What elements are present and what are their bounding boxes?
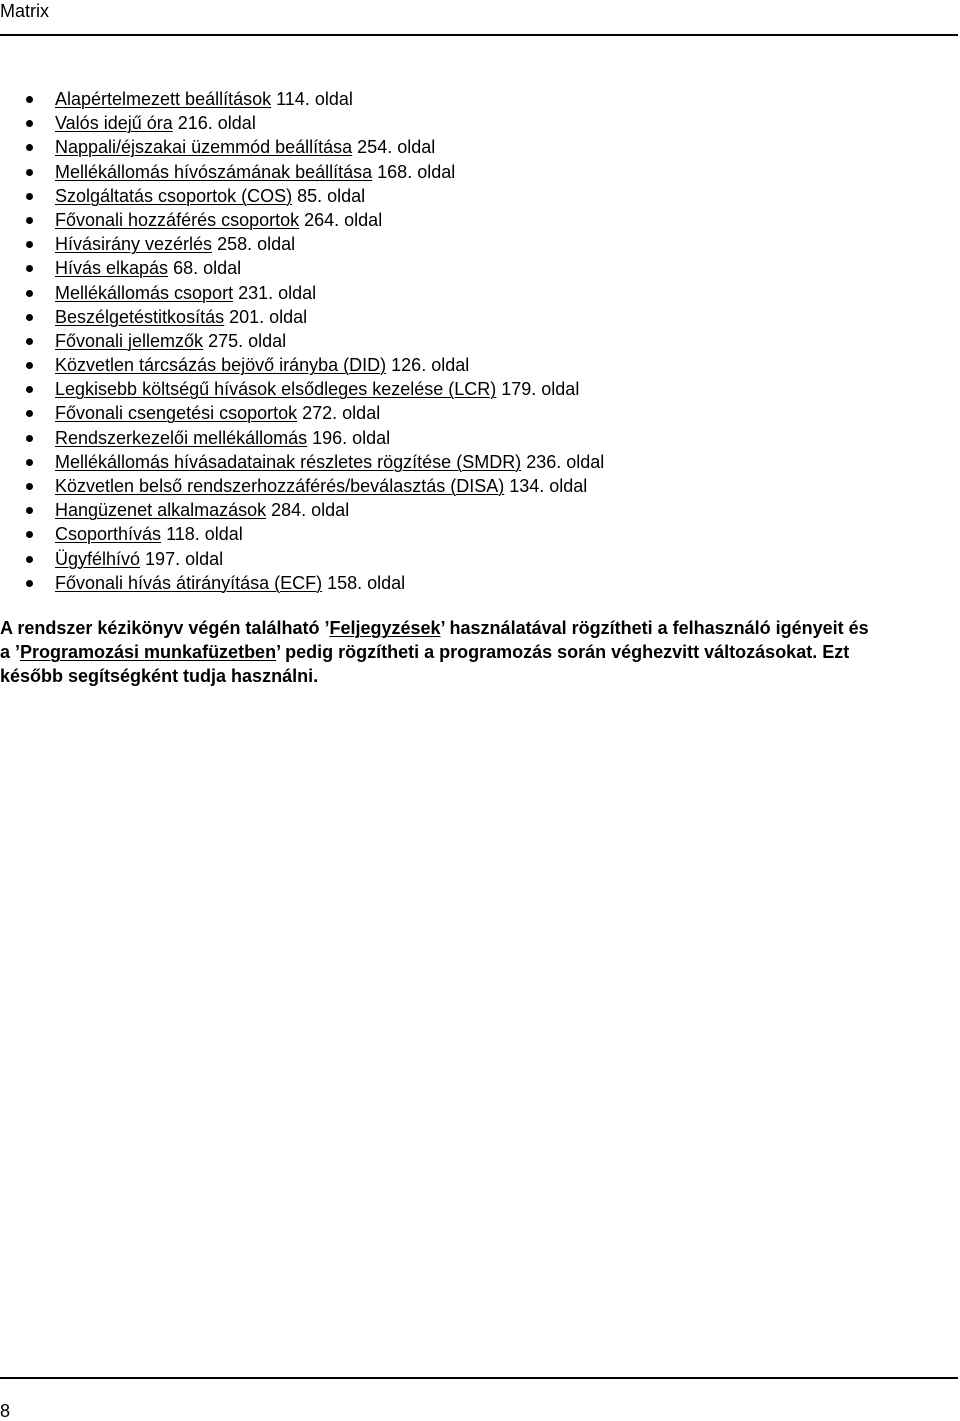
paragraph-text: később segítségként tudja használni.	[0, 666, 319, 686]
bullet-icon	[26, 265, 33, 272]
list-item	[0, 208, 604, 232]
bullet-icon	[26, 580, 33, 587]
reference-link[interactable]: Legkisebb költségű hívások elsődleges kezelése (LCR)	[55, 379, 497, 400]
page-reference: 68. oldal	[168, 258, 242, 279]
paragraph-text: A rendszer kézikönyv végén található ’	[0, 618, 330, 638]
list-item	[0, 111, 604, 135]
page-reference: 231. oldal	[233, 282, 317, 303]
list-item	[0, 87, 604, 111]
footer-divider	[0, 1377, 958, 1379]
list-item	[0, 474, 604, 498]
reference-link[interactable]: Rendszerkezelői mellékállomás	[55, 427, 308, 448]
reference-link[interactable]: Fővonali hívás átirányítása (ECF)	[55, 572, 323, 593]
page-reference: 275. oldal	[203, 330, 287, 351]
bullet-icon	[26, 193, 33, 200]
list-item	[0, 184, 604, 208]
reference-link[interactable]: Fővonali hozzáférés csoportok	[55, 209, 300, 230]
bullet-icon	[26, 169, 33, 176]
page-reference: 168. oldal	[372, 161, 456, 182]
bullet-icon	[26, 410, 33, 417]
bullet-icon	[26, 483, 33, 490]
paragraph-text: ’ használatával rögzítheti a felhasználó igényeit és	[440, 618, 869, 638]
bullet-icon	[26, 314, 33, 321]
bullet-icon	[26, 435, 33, 442]
reference-link[interactable]: Alapértelmezett beállítások	[55, 89, 272, 109]
page-reference: 85. oldal	[292, 185, 366, 206]
bullet-icon	[26, 386, 33, 393]
reference-link[interactable]: Beszélgetéstitkosítás	[55, 306, 225, 327]
page-header-title: Matrix	[0, 1, 49, 21]
list-item	[0, 498, 604, 522]
page-reference: 197. oldal	[140, 548, 224, 569]
instruction-paragraph	[0, 616, 960, 688]
bullet-icon	[26, 144, 33, 151]
list-item	[0, 547, 604, 571]
reference-list	[0, 87, 604, 595]
list-item	[0, 401, 604, 425]
bullet-icon	[26, 290, 33, 297]
reference-link[interactable]: Mellékállomás hívószámának beállítása	[55, 161, 373, 182]
list-item	[0, 135, 604, 159]
bullet-icon	[26, 217, 33, 224]
bullet-icon	[26, 362, 33, 369]
bullet-icon	[26, 241, 33, 248]
page-reference: 236. oldal	[521, 451, 605, 472]
bullet-icon	[26, 556, 33, 563]
page-reference: 264. oldal	[299, 209, 383, 230]
bullet-icon	[26, 96, 33, 103]
page-reference: 158. oldal	[322, 572, 406, 593]
reference-link[interactable]: Közvetlen belső rendszerhozzáférés/beválasztás (DISA)	[55, 476, 505, 496]
list-item	[0, 426, 604, 450]
list-item	[0, 305, 604, 329]
reference-link[interactable]: Valós idejű óra	[55, 113, 173, 134]
list-item	[0, 160, 604, 184]
header-divider	[0, 34, 958, 36]
list-item	[0, 450, 604, 474]
bullet-icon	[26, 120, 33, 127]
page-reference: 284. oldal	[266, 500, 350, 521]
bullet-icon	[26, 338, 33, 345]
page-reference: 272. oldal	[297, 403, 381, 424]
reference-link[interactable]: Nappali/éjszakai üzemmód beállítása	[55, 137, 353, 158]
bullet-icon	[26, 507, 33, 514]
reference-link[interactable]: Hívás elkapás	[55, 258, 169, 279]
list-item	[0, 377, 604, 401]
page-reference: 134. oldal	[504, 476, 588, 496]
page-number: 8	[0, 1401, 11, 1421]
reference-link[interactable]: Közvetlen tárcsázás bejövő irányba (DID)	[55, 355, 387, 376]
list-item	[0, 232, 604, 256]
list-item	[0, 522, 604, 546]
page-reference: 179. oldal	[496, 379, 580, 400]
reference-link[interactable]: Fővonali jellemzők	[55, 330, 204, 351]
reference-link[interactable]: Hívásirány vezérlés	[55, 234, 213, 255]
page-reference: 216. oldal	[172, 113, 256, 134]
page-reference: 254. oldal	[352, 137, 436, 158]
bullet-icon	[26, 531, 33, 538]
reference-link[interactable]: Csoporthívás	[55, 524, 162, 545]
programming-workbook-link[interactable]: Programozási munkafüzetben	[20, 642, 277, 662]
page-reference: 196. oldal	[307, 427, 391, 448]
reference-link[interactable]: Mellékállomás csoport	[55, 282, 234, 303]
notes-link[interactable]: Feljegyzések	[329, 618, 441, 638]
list-item	[0, 281, 604, 305]
reference-link[interactable]: Hangüzenet alkalmazások	[55, 500, 267, 521]
page-reference: 126. oldal	[386, 355, 470, 376]
paragraph-text: ’ pedig rögzítheti a programozás során véghezvitt változásokat. Ezt	[276, 642, 850, 662]
page-reference: 258. oldal	[212, 234, 296, 255]
list-item	[0, 256, 604, 280]
page-reference: 114. oldal	[271, 89, 353, 109]
list-item	[0, 353, 604, 377]
reference-link[interactable]: Ügyfélhívó	[55, 548, 141, 569]
bullet-icon	[26, 459, 33, 466]
list-item	[0, 571, 604, 595]
page-reference: 118. oldal	[161, 524, 243, 545]
page-reference: 201. oldal	[224, 306, 308, 327]
paragraph-text: a ’	[0, 642, 21, 662]
list-item	[0, 329, 604, 353]
reference-link[interactable]: Szolgáltatás csoportok (COS)	[55, 185, 293, 206]
reference-link[interactable]: Mellékállomás hívásadatainak részletes rögzítése (SMDR)	[55, 451, 522, 472]
reference-link[interactable]: Fővonali csengetési csoportok	[55, 403, 298, 424]
